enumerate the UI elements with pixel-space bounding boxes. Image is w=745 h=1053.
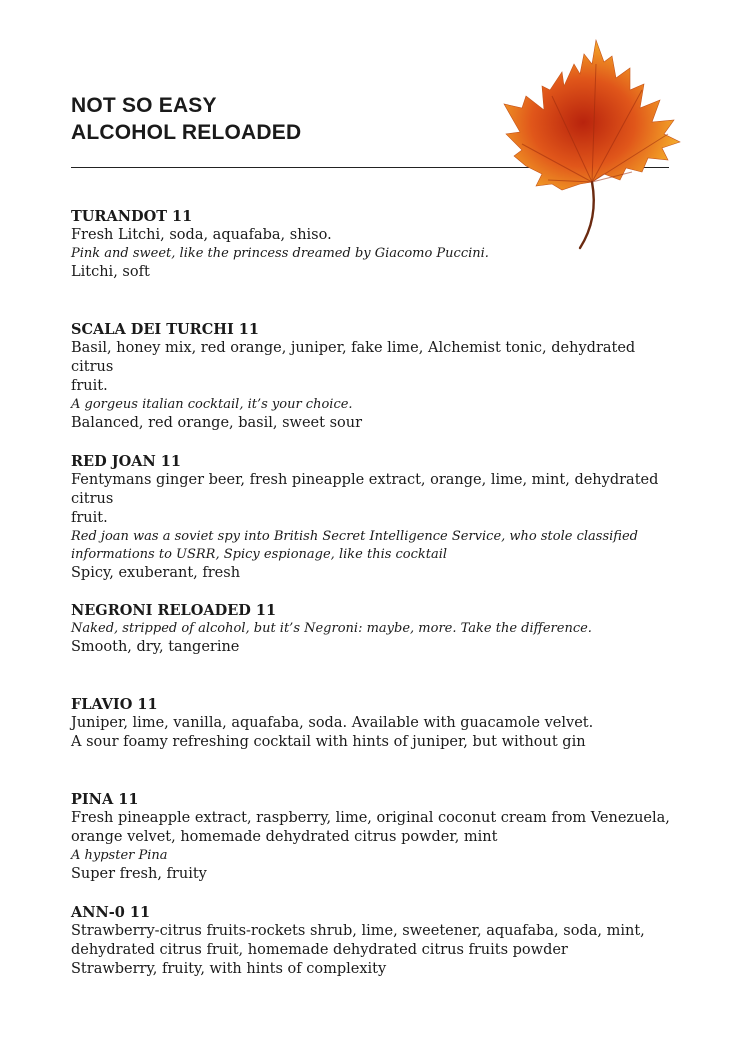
item-note: A hypster Pina [71, 848, 168, 863]
title-line-2: ALCOHOL RELOADED [71, 121, 302, 144]
menu-item-turandot [71, 207, 671, 282]
item-name: SCALA DEI TURCHI 11 [71, 321, 259, 338]
menu-item-pina [71, 790, 671, 884]
item-taste: Smooth, dry, tangerine [71, 639, 240, 655]
item-note-line-1: Red joan was a soviet spy into British Secret Intelligence Service, who stole classified [71, 529, 638, 544]
item-description-line-2: fruit. [71, 510, 108, 526]
item-taste: Litchi, soft [71, 264, 150, 280]
item-name: NEGRONI RELOADED 11 [71, 602, 277, 619]
item-note-line-2: informations to USRR, Spicy espionage, like this cocktail [71, 547, 448, 562]
menu-item-scala-dei-turchi [71, 320, 671, 433]
menu-item-ann-0 [71, 903, 671, 979]
item-note: Naked, stripped of alcohol, but it’s Negroni: maybe, more. Take the difference. [71, 621, 592, 636]
item-description-line-1: Strawberry-citrus fruits-rockets shrub, lime, sweetener, aquafaba, soda, mint, [71, 923, 645, 939]
item-description-line-1: Basil, honey mix, red orange, juniper, fake lime, Alchemist tonic, dehydrated citrus [71, 340, 636, 375]
item-description-line-2: A sour foamy refreshing cocktail with hints of juniper, but without gin [71, 734, 586, 750]
item-taste: Strawberry, fruity, with hints of complexity [71, 961, 387, 977]
item-taste: Super fresh, fruity [71, 866, 207, 882]
item-description: Fresh Litchi, soda, aquafaba, shiso. [71, 227, 332, 243]
item-description-line-1: Juniper, lime, vanilla, aquafaba, soda. Available with guacamole velvet. [71, 715, 594, 731]
item-note: Pink and sweet, like the princess dreamed by Giacomo Puccini. [71, 246, 489, 261]
item-description-line-1: Fresh pineapple extract, raspberry, lime, original coconut cream from Venezuela, [71, 810, 670, 826]
menu-title [71, 92, 301, 146]
item-taste: Balanced, red orange, basil, sweet sour [71, 415, 363, 431]
item-description-line-1: Fentymans ginger beer, fresh pineapple extract, orange, lime, mint, dehydrated citrus [71, 472, 659, 507]
item-taste: Spicy, exuberant, fresh [71, 565, 241, 581]
menu-item-negroni-reloaded [71, 601, 671, 657]
item-name: RED JOAN 11 [71, 453, 181, 470]
item-note: A gorgeus italian cocktail, it’s your choice. [71, 397, 353, 412]
item-name: FLAVIO 11 [71, 696, 158, 713]
title-line-1: NOT SO EASY [71, 94, 217, 117]
menu-item-red-joan [71, 452, 671, 583]
item-name: ANN-0 11 [71, 904, 151, 921]
menu-item-flavio [71, 695, 671, 752]
item-description-line-2: orange velvet, homemade dehydrated citrus powder, mint [71, 829, 498, 845]
item-description-line-2: dehydrated citrus fruit, homemade dehydrated citrus fruits powder [71, 942, 568, 958]
item-description-line-2: fruit. [71, 378, 108, 394]
item-name: TURANDOT 11 [71, 208, 193, 225]
item-name: PINA 11 [71, 791, 139, 808]
